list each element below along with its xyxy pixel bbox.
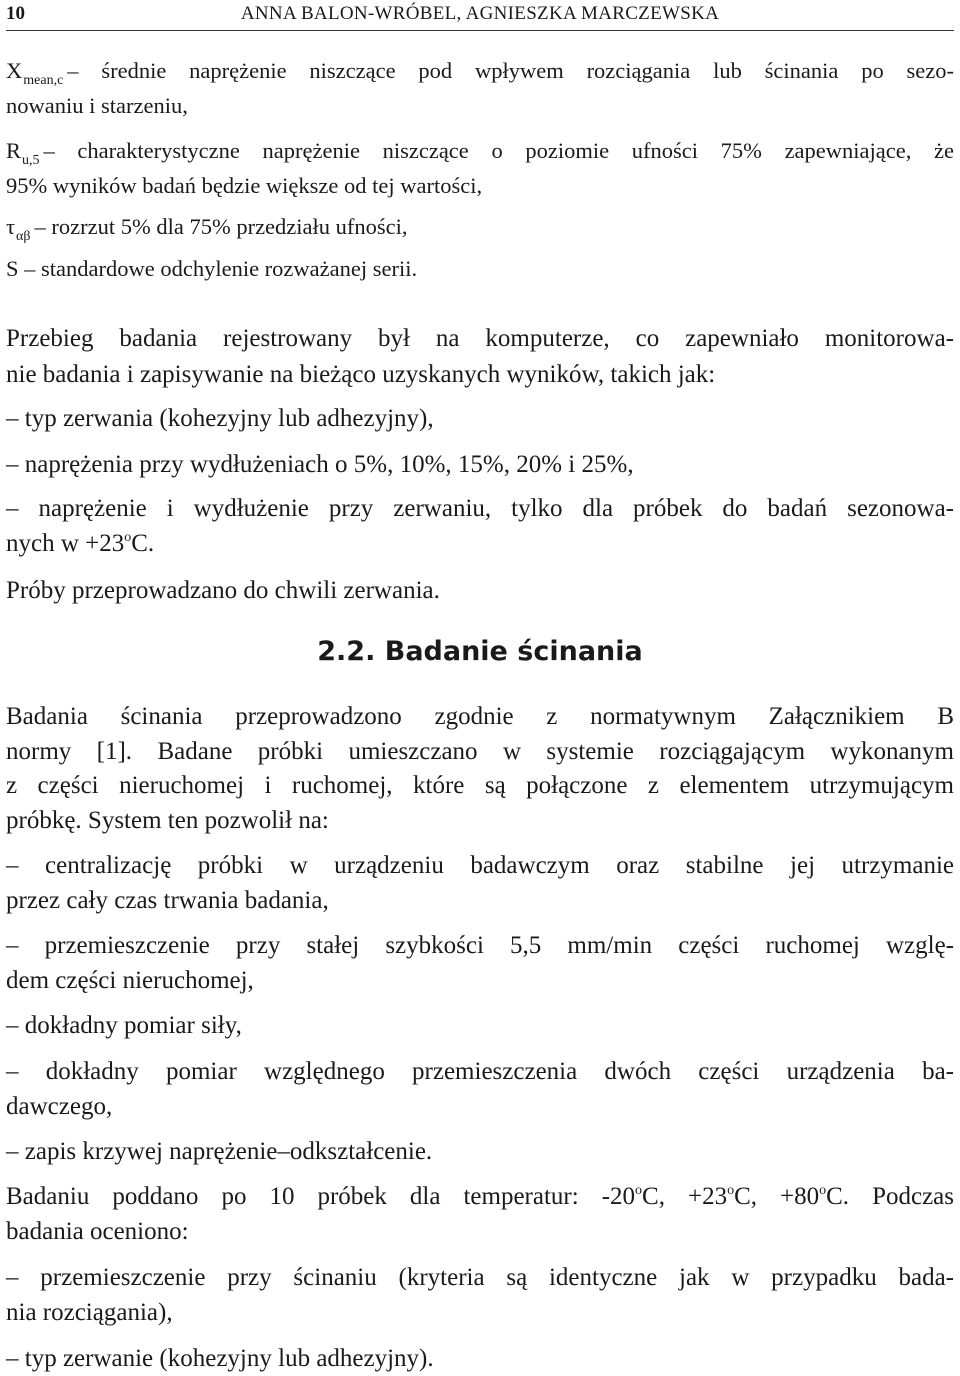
paragraph1-line1: Przebieg badania rejestrowany był na komputerze, co zapewniało monitorowa- bbox=[6, 325, 954, 352]
page-number: 10 bbox=[6, 3, 25, 24]
list-item-continuation: nia rozciągania), bbox=[6, 1299, 173, 1326]
list-item: – centralizację próbki w urządzeniu badawczym oraz stabilne jej utrzymanie bbox=[6, 852, 954, 879]
definition-x-text: – średnie naprężenie niszczące pod wpływem rozciągania lub ścinania po sezo- bbox=[67, 58, 954, 83]
symbol-x-subscript: mean,c bbox=[23, 73, 64, 88]
section-paragraph-line3: z części nieruchomej i ruchomej, które są połączone z elementem utrzymującym bbox=[6, 772, 954, 799]
degree-sign: o bbox=[819, 1183, 827, 1198]
running-title: ANNA BALON-WRÓBEL, AGNIESZKA MARCZEWSKA bbox=[240, 3, 720, 24]
symbol-r: R bbox=[6, 138, 22, 163]
paragraph1-line2: nie badania i zapisywanie na bieżąco uzyskanych wyników, takich jak: bbox=[6, 361, 716, 388]
definition-tau bbox=[6, 214, 954, 244]
paragraph1-closing: Próby przeprowadzano do chwili zerwania. bbox=[6, 577, 440, 604]
list-item: – przemieszczenie przy ścinaniu (kryteria są identyczne jak w przypadku bada- bbox=[6, 1264, 954, 1291]
list-item-continuation: dem części nieruchomej, bbox=[6, 967, 254, 994]
definition-s: S – standardowe odchylenie rozważanej serii. bbox=[6, 256, 418, 281]
symbol-tau-subscript: αβ bbox=[16, 229, 31, 244]
text-fragment: C. bbox=[131, 530, 155, 557]
running-header bbox=[6, 0, 954, 31]
list-item-continuation bbox=[6, 531, 954, 556]
text-fragment: Badaniu poddano po 10 próbek dla temperatur: -20 bbox=[6, 1183, 636, 1210]
list-item: – typ zerwanie (kohezyjny lub adhezyjny). bbox=[6, 1345, 434, 1372]
text-fragment: nych w +23 bbox=[6, 530, 125, 557]
list-item-continuation: przez cały czas trwania badania, bbox=[6, 887, 329, 914]
text-fragment: C, +80 bbox=[734, 1183, 820, 1210]
temperatures-line1 bbox=[6, 1184, 954, 1209]
degree-sign: o bbox=[124, 530, 132, 545]
text-fragment: C, +23 bbox=[642, 1183, 728, 1210]
symbol-r-subscript: u,5 bbox=[22, 153, 40, 168]
definition-x-mean-line2: nowaniu i starzeniu, bbox=[6, 93, 188, 118]
list-item-continuation: dawczego, bbox=[6, 1093, 113, 1120]
degree-sign: o bbox=[727, 1183, 735, 1198]
symbol-tau: τ bbox=[6, 214, 16, 239]
section-paragraph-line4: próbkę. System ten pozwolił na: bbox=[6, 807, 329, 834]
list-item: – przemieszczenie przy stałej szybkości 5,5 mm/min części ruchomej wzglę- bbox=[6, 932, 954, 959]
list-item: – dokładny pomiar siły, bbox=[6, 1012, 242, 1039]
text-fragment: C. Podczas bbox=[826, 1183, 954, 1210]
symbol-x: X bbox=[6, 58, 23, 83]
list-item: – zapis krzywej naprężenie–odkształcenie. bbox=[6, 1138, 433, 1165]
definition-r-line2: 95% wyników badań będzie większe od tej wartości, bbox=[6, 173, 483, 198]
degree-sign: o bbox=[635, 1183, 643, 1198]
section-paragraph-line2: normy [1]. Badane próbki umieszczano w systemie rozciągającym wykonanym bbox=[6, 738, 954, 765]
definition-r-line1 bbox=[6, 138, 954, 168]
list-item: – naprężenia przy wydłużeniach o 5%, 10%, 15%, 20% i 25%, bbox=[6, 451, 634, 478]
list-item: – naprężenie i wydłużenie przy zerwaniu, tylko dla próbek do badań sezonowa- bbox=[6, 495, 954, 522]
list-item: – dokładny pomiar względnego przemieszczenia dwóch części urządzenia ba- bbox=[6, 1058, 954, 1085]
definition-x-mean-line1 bbox=[6, 58, 954, 88]
section-paragraph-line1: Badania ścinania przeprowadzono zgodnie z normatywnym Załącznikiem B bbox=[6, 703, 954, 730]
definition-r-text: – charakterystyczne naprężenie niszczące o poziomie ufności 75% zapewniające, że bbox=[43, 138, 954, 163]
section-heading: 2.2. Badanie ścinania bbox=[317, 636, 643, 667]
list-item: – typ zerwania (kohezyjny lub adhezyjny), bbox=[6, 405, 434, 432]
definition-tau-text: – rozrzut 5% dla 75% przedziału ufności, bbox=[34, 214, 408, 239]
temperatures-line2: badania oceniono: bbox=[6, 1218, 189, 1245]
